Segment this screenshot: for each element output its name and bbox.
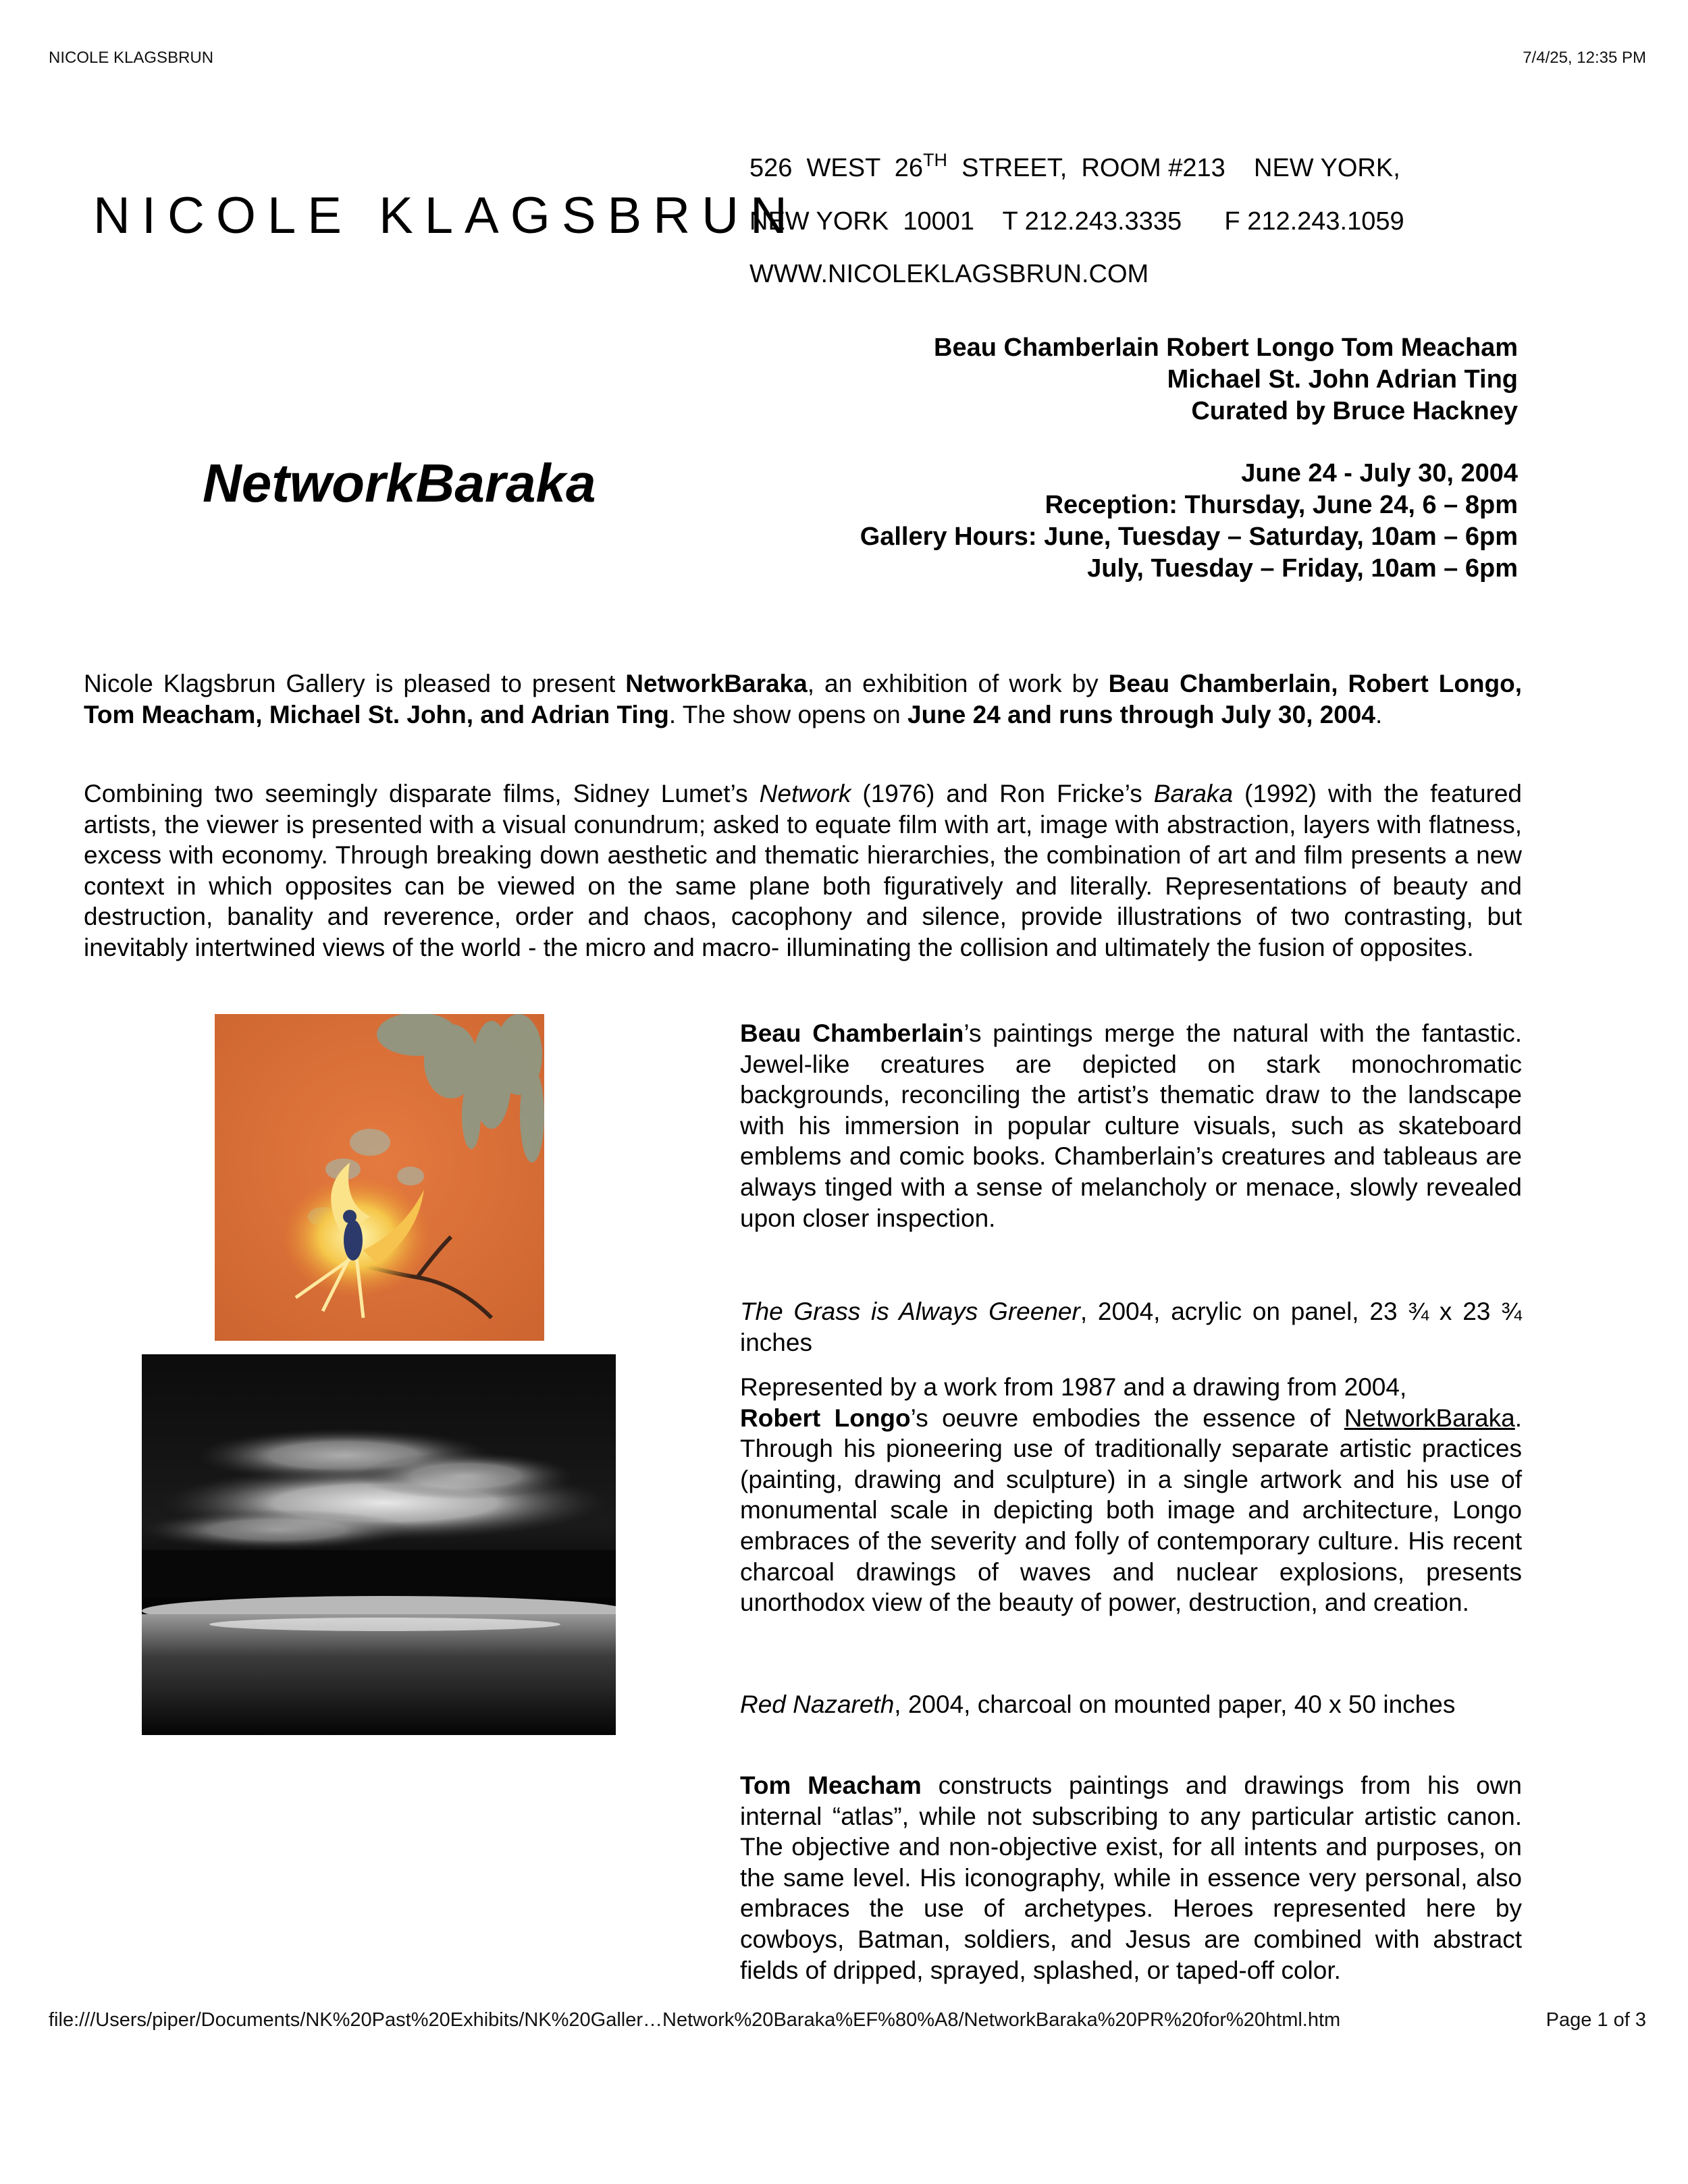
meacham-name: Tom Meacham bbox=[740, 1772, 922, 1799]
exhibition-schedule bbox=[860, 458, 1518, 585]
gallery-website: WWW.NICOLEKLAGSBRUN.COM bbox=[749, 260, 1149, 288]
longo-paragraph bbox=[740, 1372, 1522, 1618]
address-street-number: 526 WEST 26 bbox=[749, 154, 923, 182]
longo-text-a: ’s oeuvre embodies the essence of bbox=[910, 1404, 1344, 1432]
address-line-2: NEW YORK 10001 T 212.243.3335 F 212.243.1059 bbox=[749, 207, 1404, 236]
print-footer-page: Page 1 of 3 bbox=[1546, 2009, 1646, 2031]
networkbaraka-link[interactable]: NetworkBaraka bbox=[1344, 1404, 1515, 1432]
longo-work-details: , 2004, charcoal on mounted paper, 40 x 50 inches bbox=[894, 1690, 1456, 1718]
intro-p2-text-e: (1992) with the featured artists, the viewer is presented with a visual conundrum; asked to equate film with art, image with abstraction, layers with flatness, excess with economy. Through breaking down aesthetic and thematic hierarchies, the combination of art and film presents a new context in which opposites can be viewed on the same plane both figuratively and literally. Representations of beauty and destruction, banality and reverence, order and chaos, cacophony and silence, provide illustrations of two contrasting, but inevitably intertwined views of the world - the micro and macro- illuminating the collision and ultimately the fusion of opposites. bbox=[84, 780, 1523, 961]
print-footer-url: file:///Users/piper/Documents/NK%20Past%20Exhibits/NK%20Galler…Network%20Baraka%EF%80%A8/NetworkBaraka%20PR%20for%20html.htm bbox=[49, 2009, 1341, 2031]
longo-drawing-image bbox=[142, 1354, 616, 1735]
curator-line: Curated by Bruce Hackney bbox=[1191, 397, 1518, 425]
artists-line-1: Beau Chamberlain Robert Longo Tom Meacham bbox=[934, 334, 1518, 362]
meacham-text: constructs paintings and drawings from his own internal “atlas”, while not subscribing to any particular artistic canon. The objective and non-objective exist, for all intents and purposes, on the same level. His iconography, while in essence very personal, also embraces the use of archetypes. Heroes represented here by cowboys, Batman, soldiers, and Jesus are combined with abstract fields of dripped, sprayed, splashed, or taped-off color. bbox=[740, 1772, 1522, 1984]
intro-p1-text-e: . The show opens on bbox=[668, 700, 907, 728]
intro-p1-period: . bbox=[1375, 700, 1383, 728]
longo-text-b: . Through his pioneering use of traditionally separate artistic practices (painting, drawing and sculpture) in a single artwork and his use of monumental scale in depicting both image and architecture, Longo embraces of the severity and folly of contemporary culture. His recent charcoal drawings of waves and nuclear explosions, presents unorthodox view of the beauty of power, destruction, and creation. bbox=[740, 1404, 1522, 1617]
address-line-1 bbox=[749, 150, 1400, 183]
meacham-paragraph bbox=[740, 1770, 1522, 1986]
exhibition-dates: June 24 - July 30, 2004 bbox=[1241, 459, 1518, 487]
intro-p2-text-a: Combining two seemingly disparate films, Sidney Lumet’s bbox=[84, 780, 760, 807]
exhibition-title: NetworkBaraka bbox=[203, 453, 596, 513]
address-superscript: TH bbox=[922, 150, 947, 170]
hours-july: July, Tuesday – Friday, 10am – 6pm bbox=[1087, 554, 1518, 583]
chamberlain-name: Beau Chamberlain bbox=[740, 1019, 964, 1047]
address-street-rest: STREET, ROOM #213 NEW YORK, bbox=[947, 154, 1400, 182]
intro-p1-show-name: NetworkBaraka bbox=[625, 670, 808, 697]
intro-paragraph-1 bbox=[84, 668, 1522, 730]
longo-work-title: Red Nazareth bbox=[740, 1690, 895, 1718]
reception-line: Reception: Thursday, June 24, 6 – 8pm bbox=[1045, 491, 1518, 519]
intro-p2-text-c: (1976) and Ron Fricke’s bbox=[851, 780, 1154, 807]
intro-p1-text-c: , an exhibition of work by bbox=[807, 670, 1109, 697]
chamberlain-work-details: , 2004, acrylic on panel, 23 ¾ x 23 ¾ inches bbox=[740, 1298, 1522, 1356]
chamberlain-paragraph bbox=[740, 1018, 1522, 1233]
intro-p1-text-a: Nicole Klagsbrun Gallery is pleased to present bbox=[84, 670, 626, 697]
intro-p1-artists: Beau Chamberlain, Robert Longo, Tom Meacham, Michael St. John, and Adrian Ting bbox=[84, 670, 1522, 728]
longo-caption bbox=[740, 1689, 1522, 1720]
chamberlain-caption bbox=[740, 1296, 1522, 1358]
artists-line-2: Michael St. John Adrian Ting bbox=[1167, 365, 1518, 394]
intro-paragraph-2 bbox=[84, 778, 1522, 963]
intro-p1-run-dates: June 24 and runs through July 30, 2004 bbox=[907, 700, 1375, 728]
longo-name: Robert Longo bbox=[740, 1404, 911, 1432]
hours-june: Gallery Hours: June, Tuesday – Saturday, 10am – 6pm bbox=[860, 523, 1518, 551]
longo-intro: Represented by a work from 1987 and a drawing from 2004, bbox=[740, 1373, 1407, 1401]
film-title-baraka: Baraka bbox=[1153, 780, 1233, 807]
film-title-network: Network bbox=[759, 780, 851, 807]
print-header-datetime: 7/4/25, 12:35 PM bbox=[1523, 49, 1646, 67]
chamberlain-text: ’s paintings merge the natural with the fantastic. Jewel-like creatures are depicted on stark monochromatic backgrounds, reconciling the artist’s thematic draw to the landscape with his immersion in popular culture visuals, such as skateboard emblems and comic books. Chamberlain’s creatures and tableaus are always tinged with a sense of melancholy or menace, slowly revealed upon closer inspection. bbox=[740, 1019, 1522, 1232]
print-header-title: NICOLE KLAGSBRUN bbox=[49, 49, 214, 67]
chamberlain-painting-image bbox=[215, 1014, 544, 1341]
gallery-name: NICOLE KLAGSBRUN bbox=[93, 187, 799, 244]
exhibition-credits bbox=[934, 332, 1518, 427]
chamberlain-work-title: The Grass is Always Greener bbox=[740, 1298, 1080, 1325]
